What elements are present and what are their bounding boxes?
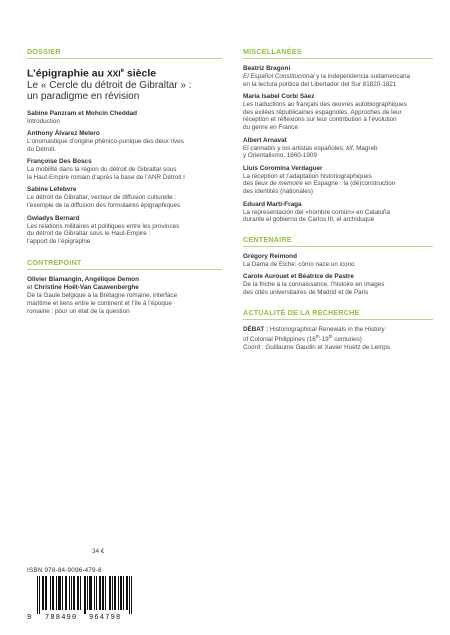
- article-title: Introduction: [27, 117, 60, 125]
- article-author: Gwladys Bernard: [27, 214, 80, 222]
- article-title-line: du détroit de Gibraltar sous le Haut-Empire :: [27, 230, 151, 238]
- barcode-bar: [100, 576, 101, 610]
- barcode-bar: [66, 576, 67, 610]
- article-entry: [27, 215, 222, 246]
- article-author: Sabine Panzram et Mohcin Cheddad: [27, 109, 138, 117]
- article-title-line: du genre en France: [243, 123, 298, 131]
- article-entry: [243, 165, 433, 196]
- barcode-bar: [62, 576, 63, 610]
- article-title-line: du Détroit.: [27, 145, 57, 153]
- article-title-line: El Español Constitucional y la independencia sudamericana: [243, 73, 410, 80]
- barcode-bar: [78, 576, 79, 610]
- article-author: Françoise Des Boscs: [27, 158, 92, 166]
- barcode-bar: [129, 576, 130, 614]
- article-entry: [27, 110, 222, 126]
- article-author: Beatriz Bragoni: [243, 65, 291, 72]
- barcode-bar: [127, 576, 128, 610]
- barcode-bar: [87, 576, 88, 610]
- article-title-line: durante el gobierno de Carlos III, el archiduque: [243, 216, 375, 224]
- dossier-title: L’épigraphie au XXIe siècle: [27, 67, 157, 80]
- barcode-bar: [59, 576, 60, 610]
- barcode-bar: [56, 576, 57, 610]
- barcode-bar: [50, 576, 51, 610]
- contrepoint-label: CONTREPOINT: [27, 258, 222, 270]
- article-author: Sabine Lefebvre: [27, 186, 77, 194]
- article-entry: [27, 158, 222, 181]
- barcode-bar: [89, 576, 90, 610]
- article-author: Albert Arnavat: [243, 136, 287, 144]
- barcode-bar: [91, 576, 92, 610]
- article-entry: [243, 93, 433, 131]
- barcode-bar: [58, 576, 59, 610]
- barcode-bar: [52, 576, 53, 610]
- barcode-bar: [94, 576, 95, 610]
- article-author: Lluís Coromina Verdaguer: [243, 164, 323, 172]
- article-author: Carole Aurouet et Béatrice de Pastre: [243, 273, 354, 281]
- article-title-line: la Haut-Empire romain d’après la base de l’ANR Détroit I: [27, 173, 185, 181]
- barcode-bar: [69, 576, 70, 610]
- article-title-line: El cannabis y los artistas españoles: kif, Magreb: [243, 144, 378, 152]
- barcode-bar: [96, 576, 97, 610]
- article-title-line: De la Gaule belgique à la Bretagne romaine, interface: [27, 292, 178, 300]
- article-title-line: romaine : pour un état de la question: [27, 307, 130, 315]
- article-author: Olivier Blamangin, Angélique Demon: [27, 276, 139, 284]
- actualite-label: ACTUALITÉ DE LA RECHERCHE: [243, 308, 433, 320]
- barcode-bar: [121, 576, 122, 610]
- article-title-line: La réception et l’adaptation historiographiques: [243, 172, 372, 180]
- article-title-line: réception et réflexions sur leur contribution à l’évolution: [243, 116, 397, 124]
- barcode-bar: [131, 576, 132, 614]
- article-author: Eduard Martí-Fraga: [243, 200, 302, 208]
- debat-title-line: of Colonial Philippines (16th-19th centuries): [243, 334, 362, 344]
- article-title-line: des exilées républicaines espagnoles. Approches de leur: [243, 108, 402, 116]
- article-title-line: La mobilité dans la région du détroit de Gibraltar sous: [27, 166, 177, 174]
- barcode-bar: [99, 576, 100, 610]
- article-title-line: La Dama de Elche: cómo nace un icono: [243, 260, 355, 268]
- barcode-bar: [120, 576, 121, 610]
- left-column: [27, 47, 222, 320]
- barcode-bar: [118, 576, 119, 610]
- barcode-bar: [90, 576, 91, 610]
- barcode-bar: [37, 576, 38, 614]
- barcode-bar: [71, 576, 72, 610]
- barcode-bar: [102, 576, 103, 610]
- barcode: 9 788490 964798: [27, 576, 137, 624]
- article-entry: [243, 65, 433, 88]
- article-title-line: Les traductions au français des œuvres autobiographiques: [243, 101, 407, 109]
- barcode-bar: [74, 576, 75, 610]
- barcode-bar: [105, 576, 106, 610]
- dossier-label: DOSSIER: [27, 47, 222, 59]
- article-entry: [243, 273, 433, 296]
- barcode-bar: [45, 576, 46, 610]
- centenaire-label: CENTENAIRE: [243, 235, 433, 247]
- barcode-bar: [46, 576, 47, 610]
- price: 34 €: [92, 548, 105, 555]
- article-title-line: en la lectura política del Libertador del Sur 81820-1821: [243, 80, 397, 88]
- barcode-bar: [110, 576, 111, 610]
- barcode-bar: [42, 576, 43, 610]
- barcode-bar: [114, 576, 115, 610]
- article-title-line: l’apport de l’épigraphie: [27, 237, 91, 245]
- barcode-bar: [109, 576, 110, 610]
- barcode-bar: [126, 576, 127, 610]
- article-author: Anthony Álvarez Melero: [27, 130, 100, 138]
- article-title-line: Le détroit de Gibraltar, vecteur de diffusion culturelle :: [27, 194, 176, 202]
- miscellanees-label: MISCELLANÉES: [243, 47, 433, 59]
- article-title-line: Les relations militaires et politiques entre les provinces: [27, 222, 180, 230]
- barcode-bar: [85, 576, 86, 614]
- barcode-bar: [53, 576, 54, 610]
- barcode-bars: [27, 576, 137, 614]
- article-entry: [243, 137, 433, 160]
- article-title-line: maritime et liens entre le continent et l’île à l’époque: [27, 300, 172, 308]
- article-author: María Isabel Corbí Sáez: [243, 93, 315, 101]
- debat-coordinators: Coord : Guillaume Gaudin et Xavier Huetz de Lemps: [243, 343, 391, 351]
- barcode-bar: [77, 576, 78, 610]
- debat-entry: [243, 326, 433, 352]
- article-title-line: L’onomastique d’origine phénico-punique des deux rives: [27, 138, 184, 146]
- article-title-line: des cités universitaires de Madrid et de Paris: [243, 288, 369, 296]
- barcode-bar: [80, 576, 81, 610]
- article-entry: [243, 201, 433, 224]
- barcode-bar: [65, 576, 66, 610]
- article-entry: [27, 130, 222, 153]
- article-author: Grégory Reimond: [243, 252, 297, 260]
- barcode-bar: [103, 576, 104, 610]
- barcode-bar: [60, 576, 61, 610]
- barcode-bar: [39, 576, 40, 614]
- article-title-line: des lieux de mémoire en Espagne : la (dé)construction: [243, 180, 396, 188]
- article-title-line: l’exemple de la diffusion des formulaires épigraphiques: [27, 202, 181, 210]
- right-column: [243, 47, 433, 356]
- debat-title-line: DÉBAT : Historiographical Renewals in the History: [243, 325, 385, 333]
- article-title-line: La representación del «hombre común» en Cataluña: [243, 208, 391, 216]
- dossier-subtitle: Le « Cercle du détroit de Gibraltar » : un paradigme en révision: [27, 79, 192, 102]
- barcode-bar: [123, 576, 124, 610]
- barcode-bar: [115, 576, 116, 610]
- barcode-bar: [43, 576, 44, 610]
- contrepoint-entry: [27, 276, 222, 315]
- barcode-bar: [112, 576, 113, 610]
- article-title-line: des identités (nationales): [243, 187, 314, 195]
- barcode-bar: [84, 576, 85, 614]
- article-entry: [27, 186, 222, 209]
- article-title-line: De la friche à la connaissance, l’histoire en images: [243, 281, 385, 289]
- barcode-bar: [73, 576, 74, 610]
- article-entry: [243, 253, 433, 269]
- article-author: et Christine Hoët-Van Cauwenberghe: [27, 284, 139, 292]
- isbn: ISBN 978-84-9096-479-8: [27, 567, 102, 574]
- article-title-line: y Orientalismo, 1860-1909: [243, 152, 317, 160]
